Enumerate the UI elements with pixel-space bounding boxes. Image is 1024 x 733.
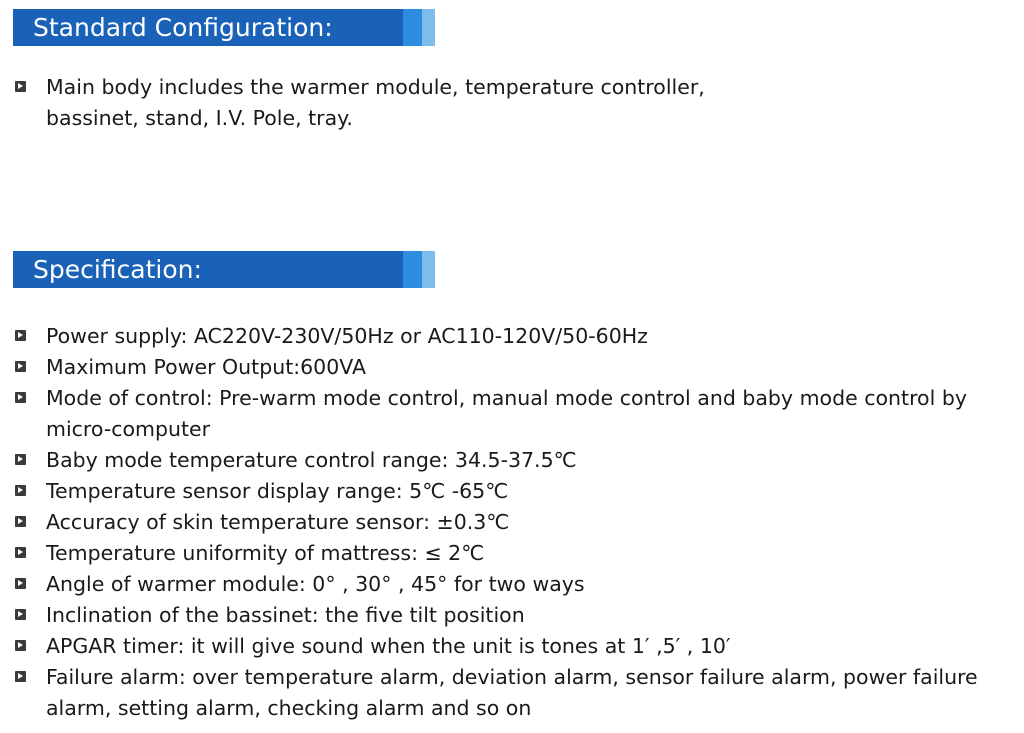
header-accent-stripe: [403, 251, 422, 288]
square-arrow-bullet-icon: [15, 671, 26, 682]
header-accent-stripe: [403, 9, 422, 46]
specification-header: [13, 251, 435, 288]
list-item: [15, 445, 1015, 476]
header-accent-stripe-light: [422, 251, 435, 288]
list-item: [15, 321, 1015, 352]
list-item: [15, 383, 1015, 445]
list-item-text: Main body includes the warmer module, temperature controller, bassinet, stand, I.V. Pole, tray.: [46, 75, 705, 130]
list-item-text: Angle of warmer module: 0° , 30° , 45° for two ways: [46, 572, 585, 596]
list-item-text: Inclination of the bassinet: the five tilt position: [46, 603, 525, 627]
specification-list: [15, 321, 1015, 724]
header-accent-stripe-light: [422, 9, 435, 46]
list-item: [15, 72, 735, 134]
list-item: [15, 569, 1015, 600]
square-arrow-bullet-icon: [15, 392, 26, 403]
list-item-text: Accuracy of skin temperature sensor: ±0.3℃: [46, 510, 510, 534]
standard-configuration-list: [15, 72, 735, 134]
square-arrow-bullet-icon: [15, 454, 26, 465]
list-item: [15, 352, 1015, 383]
square-arrow-bullet-icon: [15, 547, 26, 558]
square-arrow-bullet-icon: [15, 609, 26, 620]
square-arrow-bullet-icon: [15, 81, 26, 92]
square-arrow-bullet-icon: [15, 516, 26, 527]
list-item: [15, 538, 1015, 569]
list-item-text: Maximum Power Output:600VA: [46, 355, 367, 379]
standard-configuration-title: Standard Configuration:: [13, 9, 403, 46]
specification-title: Specification:: [13, 251, 403, 288]
list-item: [15, 476, 1015, 507]
square-arrow-bullet-icon: [15, 330, 26, 341]
list-item: [15, 662, 1015, 724]
list-item-text: Failure alarm: over temperature alarm, deviation alarm, sensor failure alarm, power failure alarm, setting alarm, checking alarm and so on: [46, 665, 978, 720]
standard-configuration-header: [13, 9, 435, 46]
square-arrow-bullet-icon: [15, 578, 26, 589]
square-arrow-bullet-icon: [15, 485, 26, 496]
list-item-text: Temperature sensor display range: 5℃ -65℃: [46, 479, 509, 503]
list-item-text: Temperature uniformity of mattress: ≤ 2℃: [46, 541, 485, 565]
list-item: [15, 631, 1015, 662]
list-item: [15, 507, 1015, 538]
list-item: [15, 600, 1015, 631]
square-arrow-bullet-icon: [15, 640, 26, 651]
square-arrow-bullet-icon: [15, 361, 26, 372]
list-item-text: Power supply: AC220V-230V/50Hz or AC110-120V/50-60Hz: [46, 324, 648, 348]
list-item-text: Mode of control: Pre-warm mode control, manual mode control and baby mode control by micro-computer: [46, 386, 967, 441]
list-item-text: Baby mode temperature control range: 34.5-37.5℃: [46, 448, 577, 472]
list-item-text: APGAR timer: it will give sound when the unit is tones at 1′ ,5′ , 10′: [46, 634, 731, 658]
